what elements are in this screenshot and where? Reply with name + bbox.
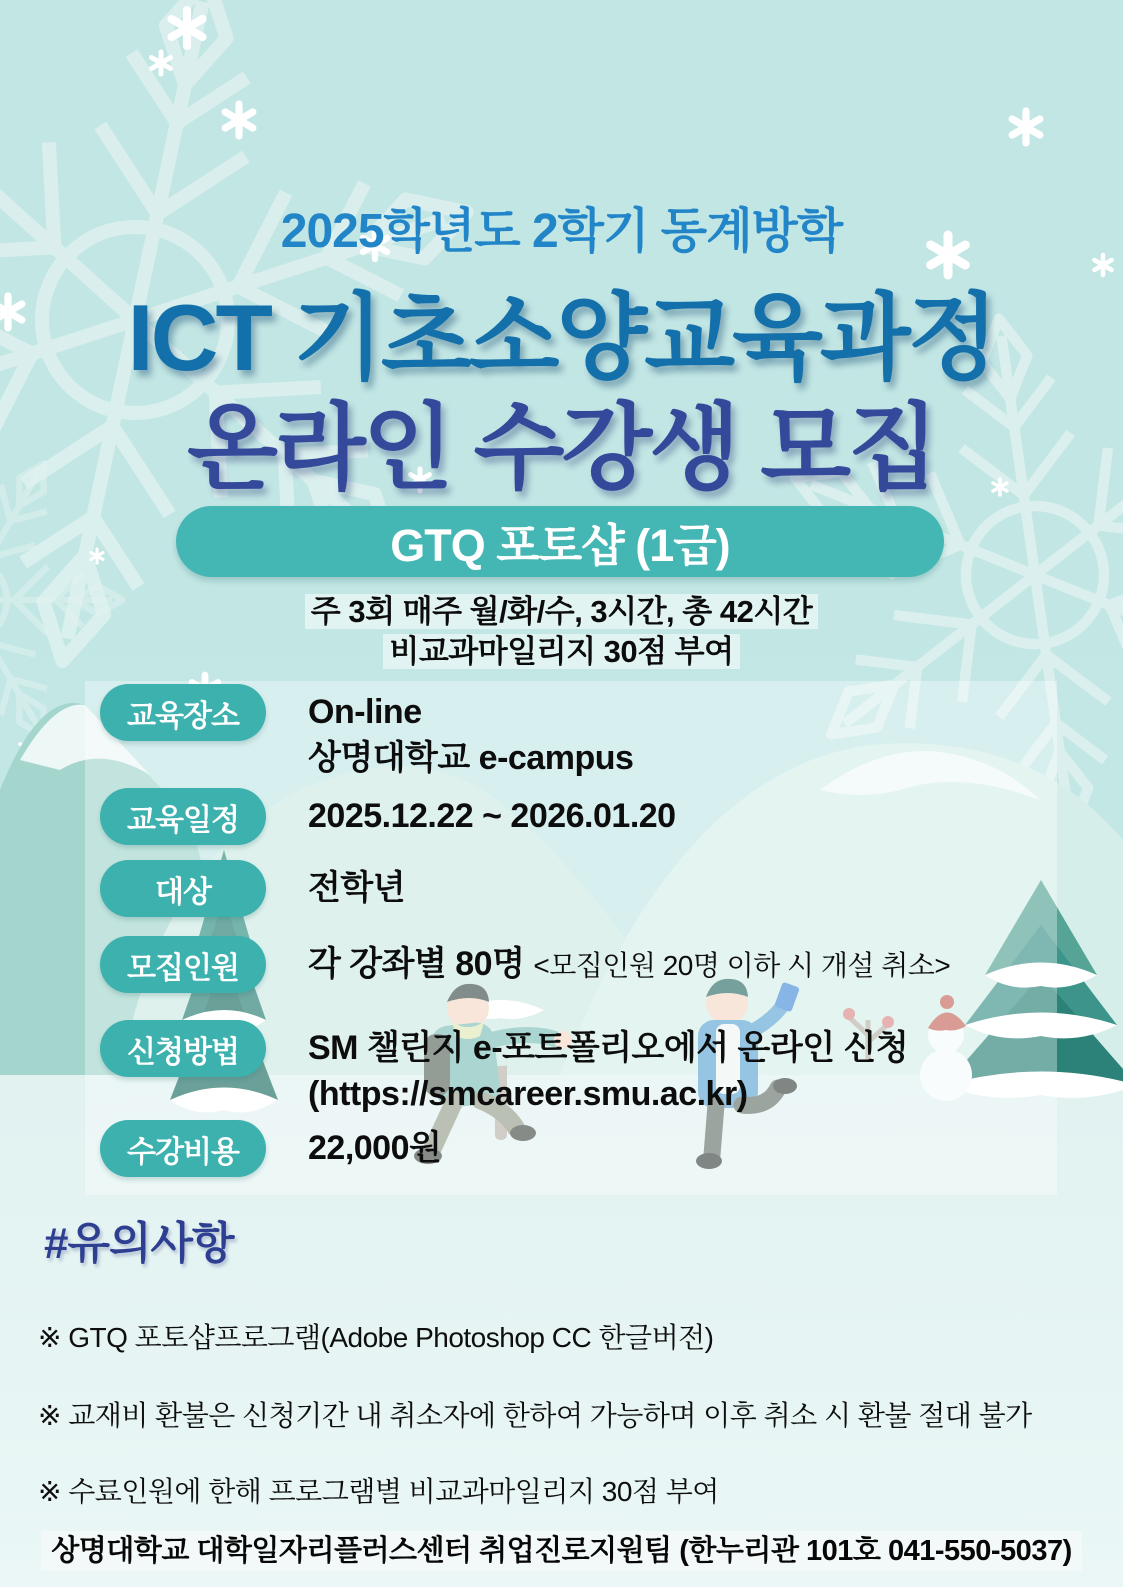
- info-row-fee: [100, 1120, 441, 1177]
- apply-pill: [100, 1020, 266, 1077]
- poster-subtitle: 2025학년도 2학기 동계방학: [280, 205, 843, 258]
- capacity-note: <모집인원 20명 이하 시 개설 취소>: [533, 950, 951, 981]
- target-value: 전학년: [308, 869, 406, 907]
- notice-item: ※ GTQ 포토샵프로그램(Adobe Photoshop CC 한글버전): [38, 1322, 714, 1353]
- notice-item: ※ 교재비 환불은 신청기간 내 취소자에 한하여 가능하며 이후 취소 시 환불 절대 불가: [38, 1400, 1032, 1431]
- target-label: 대상: [155, 875, 211, 909]
- schedule-line2: 비교과마일리지 30점 부여: [383, 634, 739, 669]
- poster-title-line1: ICT 기초소양교육과정: [127, 285, 996, 390]
- location-pill: [100, 684, 266, 741]
- apply-label: 신청방법: [127, 1035, 239, 1069]
- info-row-capacity: [100, 936, 950, 993]
- notice-heading: #유의사항: [44, 1219, 234, 1268]
- info-row-target: [100, 860, 405, 917]
- fee-pill: [100, 1120, 266, 1177]
- location-value2: 상명대학교 e-campus: [308, 739, 634, 777]
- location-label: 교육장소: [127, 699, 239, 733]
- apply-value: SM 챌린지 e-포트폴리오에서 온라인 신청: [308, 1029, 909, 1067]
- course-banner-label: GTQ 포토샵 (1급): [390, 520, 730, 571]
- fee-label: 수강비용: [127, 1135, 239, 1169]
- schedule-line1: 주 3회 매주 월/화/수, 3시간, 총 42시간: [305, 594, 818, 629]
- poster-title-line2: 온라인 수강생 모집: [187, 395, 936, 500]
- info-row-location: [100, 684, 633, 781]
- apply-url: (https://smcareer.smu.ac.kr): [308, 1075, 748, 1113]
- dates-label: 교육일정: [127, 803, 239, 837]
- footer-contact-text: 상명대학교 대학일자리플러스센터 취업진로지원팀 (한누리관 101호 041-550-5037): [41, 1531, 1081, 1571]
- capacity-pill: [100, 936, 266, 993]
- info-row-apply: [100, 1020, 908, 1117]
- location-value: On-line: [308, 693, 422, 731]
- info-row-dates: [100, 788, 676, 845]
- notice-item: ※ 수료인원에 한해 프로그램별 비교과마일리지 30점 부여: [38, 1476, 719, 1507]
- footer-contact: [0, 1528, 1123, 1569]
- course-banner: [176, 506, 944, 577]
- schedule-summary: [0, 592, 1123, 672]
- target-pill: [100, 860, 266, 917]
- dates-pill: [100, 788, 266, 845]
- dates-value: 2025.12.22 ~ 2026.01.20: [308, 797, 676, 835]
- fee-value: 22,000원: [308, 1129, 442, 1167]
- capacity-label: 모집인원: [127, 951, 239, 985]
- capacity-value: 각 강좌별 80명: [308, 945, 534, 983]
